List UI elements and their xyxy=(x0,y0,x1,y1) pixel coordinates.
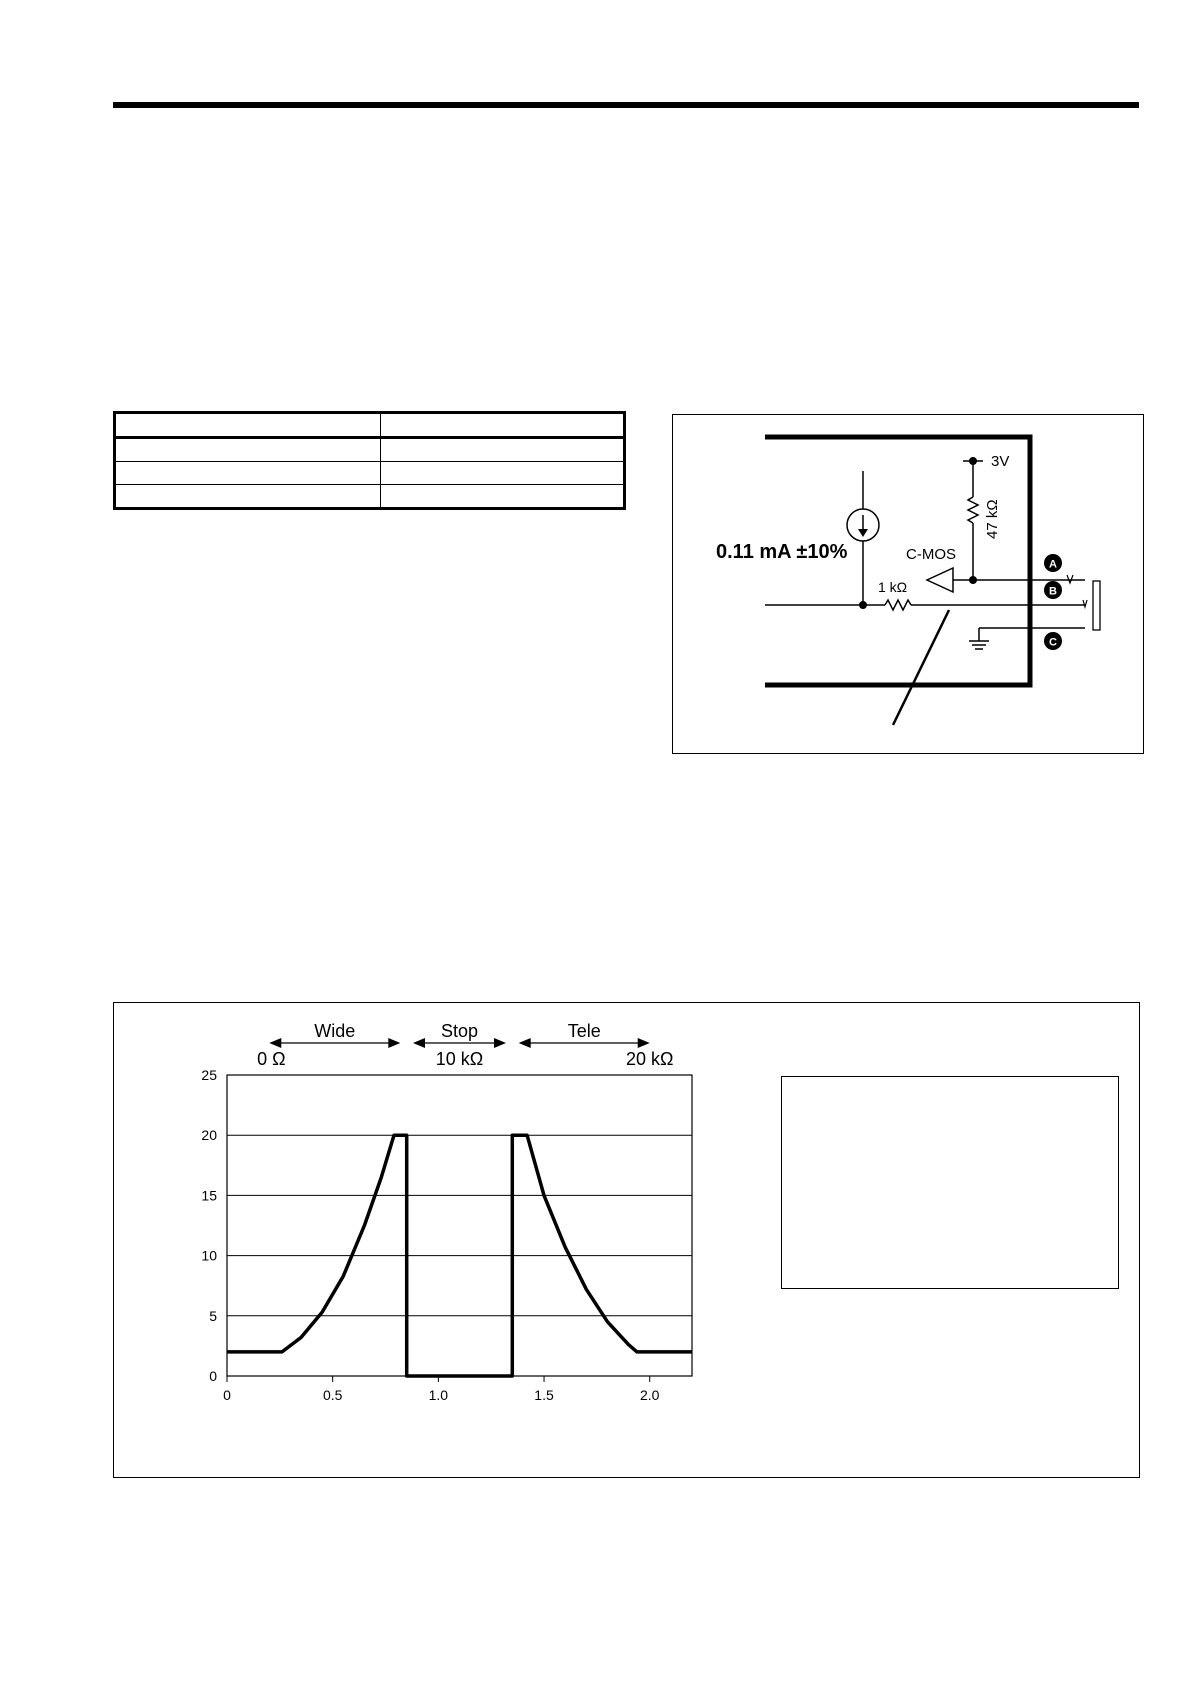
pullup-resistor-label: 47 kΩ xyxy=(984,499,1001,539)
table-cell xyxy=(381,413,625,438)
contact-b-icon xyxy=(1083,600,1087,607)
terminal-a-label: A xyxy=(1049,558,1057,571)
header-rule xyxy=(113,102,1139,108)
terminal-c-label: C xyxy=(1049,636,1057,649)
contact-a-icon xyxy=(1067,575,1073,583)
region-label: Tele xyxy=(567,1021,601,1041)
table-cell xyxy=(115,485,381,509)
supply-label: 3V xyxy=(991,453,1010,470)
arrow-left-icon xyxy=(269,1038,281,1048)
table-row xyxy=(115,462,625,485)
resistor-47k-icon xyxy=(968,497,978,523)
leader-line xyxy=(893,610,949,725)
terminal-b-label: B xyxy=(1049,585,1057,598)
table-cell xyxy=(115,438,381,462)
chart-panel xyxy=(113,1002,1140,1478)
x-tick-label: 0 xyxy=(223,1387,231,1403)
circuit-schematic xyxy=(673,415,1145,755)
arrow-right-icon xyxy=(638,1038,650,1048)
resistance-label: 0 Ω xyxy=(257,1049,286,1069)
y-tick-label: 10 xyxy=(201,1247,217,1264)
legend-box xyxy=(781,1076,1119,1289)
plot-area xyxy=(227,1075,692,1376)
table-cell xyxy=(115,462,381,485)
y-tick-label: 20 xyxy=(201,1127,217,1144)
arrow-left-icon xyxy=(519,1038,531,1048)
table-cell xyxy=(381,485,625,509)
table-row xyxy=(115,438,625,462)
x-tick-label: 1.5 xyxy=(534,1387,554,1403)
table-cell xyxy=(381,462,625,485)
series-resistor-label: 1 kΩ xyxy=(878,579,908,595)
table-header-row xyxy=(115,413,625,438)
y-tick-label: 5 xyxy=(209,1307,217,1324)
region-label: Stop xyxy=(440,1021,479,1041)
switch-wiper-icon xyxy=(1093,581,1100,630)
table-cell xyxy=(115,413,381,438)
x-tick-label: 0.5 xyxy=(322,1387,343,1403)
cmos-buffer-icon xyxy=(927,568,953,592)
ground-icon xyxy=(969,641,989,649)
current-label: 0.11 mA ±10% xyxy=(716,541,848,563)
y-tick-label: 15 xyxy=(201,1187,217,1204)
arrow-right-icon xyxy=(494,1038,506,1048)
buffer-label: C-MOS xyxy=(906,546,956,563)
spec-table xyxy=(113,411,626,510)
supply-node xyxy=(969,457,977,465)
resistor-1k-icon xyxy=(885,600,911,610)
table-row xyxy=(115,485,625,509)
x-tick-label: 1.0 xyxy=(428,1387,449,1403)
circuit-diagram xyxy=(672,414,1144,754)
junction-dot xyxy=(859,601,867,609)
arrow-left-icon xyxy=(413,1038,425,1048)
resistance-label: 20 kΩ xyxy=(625,1049,674,1069)
y-tick-label: 0 xyxy=(209,1368,217,1384)
arrow-right-icon xyxy=(388,1038,400,1048)
table-cell xyxy=(381,438,625,462)
resistance-label: 10 kΩ xyxy=(435,1049,484,1069)
region-label: Wide xyxy=(314,1021,356,1041)
y-tick-label: 25 xyxy=(201,1067,217,1083)
x-tick-label: 2.0 xyxy=(639,1387,660,1403)
